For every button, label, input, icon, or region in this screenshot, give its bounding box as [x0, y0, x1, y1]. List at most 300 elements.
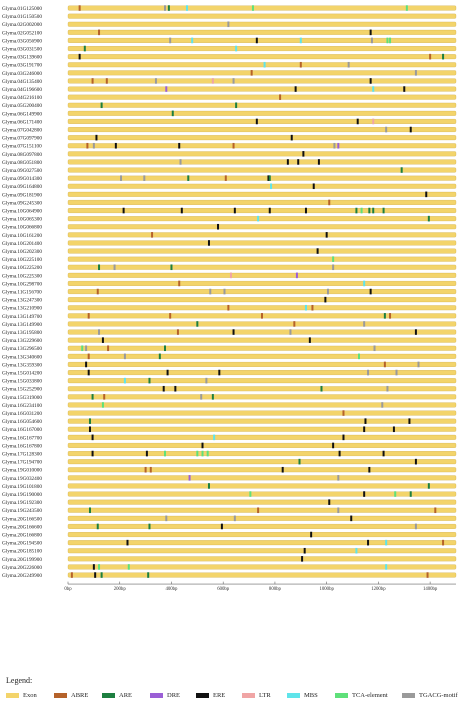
motif-dre — [165, 86, 167, 92]
motif-tgacg — [143, 175, 145, 181]
motif-abre — [177, 329, 179, 335]
motif-ere — [350, 516, 352, 522]
motif-abre — [389, 313, 391, 319]
gene-label: Glyma.03G031500 — [2, 46, 42, 53]
gene-label: Glyma.04G135400 — [2, 78, 42, 85]
motif-mbs — [305, 305, 307, 311]
gene-row — [2, 459, 456, 466]
gene-row — [2, 30, 456, 37]
motif-tgacg — [98, 329, 100, 335]
motif-ere — [328, 499, 330, 505]
motif-tgacg — [396, 370, 398, 376]
motif-tca — [249, 491, 251, 497]
motif-tgacg — [114, 264, 116, 270]
motif-ere — [408, 418, 410, 424]
motif-ere — [79, 54, 81, 60]
motif-ere — [363, 491, 365, 497]
motif-ere — [370, 289, 372, 295]
gene-row — [2, 143, 456, 150]
exon-bar — [68, 135, 456, 140]
legend-swatch-are — [102, 693, 115, 698]
motif-abre — [103, 394, 105, 400]
motif-tca — [406, 5, 408, 11]
motif-are — [410, 491, 412, 497]
motif-abre — [79, 5, 81, 11]
gene-row — [2, 402, 456, 409]
gene-row — [2, 467, 456, 474]
motif-tgacg — [337, 475, 339, 481]
gene-label: Glyma.01G125000 — [2, 5, 42, 12]
exon-bar — [68, 95, 456, 100]
exon-bar — [68, 200, 456, 205]
motif-are — [172, 111, 174, 117]
gene-row — [2, 216, 456, 223]
motif-are — [442, 54, 444, 60]
x-axis — [64, 582, 456, 593]
motif-ere — [146, 451, 148, 457]
gene-label: Glyma.03G139600 — [2, 54, 42, 61]
exon-bar — [68, 330, 456, 335]
motif-ere — [332, 443, 334, 449]
motif-ere — [174, 386, 176, 392]
motif-tgacg — [367, 370, 369, 376]
motif-tgacg — [209, 289, 211, 295]
motif-abre — [427, 572, 429, 578]
gene-row — [2, 256, 456, 263]
motif-ere — [88, 370, 90, 376]
gene-row — [2, 386, 456, 393]
motif-mbs — [270, 183, 272, 189]
gene-row — [2, 86, 456, 93]
exon-bar — [68, 435, 456, 440]
motif-are — [164, 345, 166, 351]
motif-are — [428, 483, 430, 489]
motif-tgacg — [164, 5, 166, 11]
gene-label: Glyma.13G359300 — [2, 362, 42, 369]
gene-row — [2, 21, 456, 28]
exon-bar — [68, 403, 456, 408]
gene-label: Glyma.10G225200 — [2, 265, 42, 272]
motif-tgacg — [363, 321, 365, 327]
gene-label: Glyma.20G249900 — [2, 572, 42, 579]
motif-abre — [442, 540, 444, 546]
exon-bar — [68, 500, 456, 505]
motif-ltr — [212, 78, 214, 84]
legend-title: Legend: — [6, 676, 33, 685]
exon-bar — [68, 532, 456, 537]
gene-label: Glyma.13G149700 — [2, 313, 42, 320]
gene-row — [2, 5, 456, 12]
gene-label: Glyma.10G225100 — [2, 257, 42, 264]
motif-are — [84, 46, 86, 52]
gene-label: Glyma.10G298700 — [2, 281, 42, 288]
gene-row — [2, 232, 456, 239]
exon-bar — [68, 305, 456, 310]
motif-ere — [305, 208, 307, 214]
motif-tca — [102, 402, 104, 408]
exon-bar — [68, 370, 456, 375]
gene-label: Glyma.15G319000 — [2, 394, 42, 401]
motif-tca — [386, 38, 388, 44]
motif-tgacg — [381, 402, 383, 408]
gene-label: Glyma.03G191700 — [2, 62, 42, 69]
motif-mbs — [235, 46, 237, 52]
motif-ltr — [230, 273, 232, 279]
exon-bar — [68, 14, 456, 19]
legend-items — [6, 690, 470, 702]
gene-row — [2, 499, 456, 506]
motif-ere — [218, 370, 220, 376]
legend-label-dre: DRE — [167, 692, 180, 699]
gene-label: Glyma.20G194500 — [2, 540, 42, 547]
exon-bar — [68, 127, 456, 132]
motif-ere — [181, 208, 183, 214]
motif-abre — [225, 175, 227, 181]
gene-row — [2, 378, 456, 385]
exon-bar — [68, 103, 456, 108]
motif-are — [89, 418, 91, 424]
motif-tgacg — [223, 289, 225, 295]
gene-row — [2, 483, 456, 490]
motif-are — [147, 572, 149, 578]
gene-row — [2, 46, 456, 53]
motif-are — [92, 394, 94, 400]
motif-abre — [227, 305, 229, 311]
motif-tgacg — [374, 345, 376, 351]
motif-ere — [410, 127, 412, 133]
motif-ere — [115, 143, 117, 149]
gene-label: Glyma.20G226000 — [2, 564, 42, 571]
motif-tgacg — [386, 386, 388, 392]
axis-tick-label: 1200bp — [371, 587, 386, 593]
motif-abre — [92, 78, 94, 84]
exon-bar — [68, 451, 456, 456]
exon-bar — [68, 362, 456, 367]
gene-row — [2, 175, 456, 182]
motif-ere — [89, 426, 91, 432]
gene-label: Glyma.20G199900 — [2, 556, 42, 563]
motif-ere — [318, 159, 320, 165]
gene-label: Glyma.16G167800 — [2, 443, 42, 450]
motif-ere — [94, 572, 96, 578]
axis-tick-label: 200bp — [113, 587, 126, 593]
exon-bar — [68, 22, 456, 27]
motif-abre — [384, 362, 386, 368]
exon-bar — [68, 38, 456, 43]
motif-ere — [363, 426, 365, 432]
exon-bar — [68, 208, 456, 213]
gene-label: Glyma.19G243500 — [2, 508, 42, 515]
gene-row — [2, 111, 456, 118]
motif-abre — [88, 354, 90, 360]
gene-label: Glyma.09G181900 — [2, 192, 42, 199]
motif-ere — [256, 119, 258, 125]
exon-bar — [68, 257, 456, 262]
motif-mbs — [355, 548, 357, 554]
motif-ere — [339, 451, 341, 457]
motif-are — [101, 102, 103, 108]
exon-bar — [68, 233, 456, 238]
gene-row — [2, 38, 456, 45]
gene-row — [2, 345, 456, 352]
motif-ere — [317, 248, 319, 254]
exon-bar — [68, 540, 456, 545]
motif-abre — [300, 62, 302, 68]
exon-bar — [68, 241, 456, 246]
gene-label: Glyma.19G190000 — [2, 491, 42, 498]
gene-label: Glyma.20G166600 — [2, 524, 42, 531]
motif-are — [320, 386, 322, 392]
motif-mbs — [213, 435, 215, 441]
gene-row — [2, 329, 456, 336]
motif-tgacg — [165, 516, 167, 522]
motif-abre — [178, 281, 180, 287]
gene-label: Glyma.20G166800 — [2, 532, 42, 539]
exon-bar — [68, 419, 456, 424]
exon-bar — [68, 6, 456, 11]
exon-bar — [68, 192, 456, 197]
legend-swatch-dre — [150, 693, 163, 698]
motif-tgacg — [417, 362, 419, 368]
gene-row — [2, 289, 456, 296]
axis-tick-label: 800bp — [268, 587, 281, 593]
motif-ere — [202, 443, 204, 449]
gene-label: Glyma.15G014200 — [2, 370, 42, 377]
motif-ere — [310, 532, 312, 538]
legend-label-ere: ERE — [213, 692, 226, 699]
gene-label: Glyma.19G010000 — [2, 467, 42, 474]
motif-abre — [261, 313, 263, 319]
exon-bar — [68, 273, 456, 278]
motif-abre — [251, 70, 253, 76]
gene-label: Glyma.02G002000 — [2, 22, 42, 29]
motif-ere — [167, 370, 169, 376]
gene-label: Glyma.16G167000 — [2, 427, 42, 434]
motif-abre — [279, 94, 281, 100]
motif-tgacg — [200, 394, 202, 400]
motif-tca — [332, 256, 334, 262]
motif-tgacg — [332, 264, 334, 270]
exon-bar — [68, 557, 456, 562]
motif-tgacg — [337, 507, 339, 513]
motif-mbs — [124, 378, 126, 384]
motif-mbs — [191, 38, 193, 44]
exon-bar — [68, 289, 456, 294]
exon-bar — [68, 524, 456, 529]
motif-are — [401, 167, 403, 173]
axis-tick-label: 400bp — [165, 587, 178, 593]
motif-tgacg — [348, 62, 350, 68]
gene-row — [2, 418, 456, 425]
motif-abre — [71, 572, 73, 578]
gene-row — [2, 354, 456, 361]
motif-tgacg — [227, 21, 229, 27]
gene-label: Glyma.13G296500 — [2, 346, 42, 353]
axis-tick-label: 600bp — [217, 587, 230, 593]
exon-bar — [68, 411, 456, 416]
gene-row — [2, 151, 456, 158]
motif-tca — [207, 451, 209, 457]
gene-row — [2, 556, 456, 563]
motif-ere — [92, 435, 94, 441]
motif-mbs — [257, 216, 259, 222]
exon-bar — [68, 395, 456, 400]
gene-row — [2, 78, 456, 85]
gene-label: Glyma.19G101800 — [2, 483, 42, 490]
motif-mbs — [372, 86, 374, 92]
motif-mbs — [300, 38, 302, 44]
motif-tgacg — [180, 159, 182, 165]
exon-bar — [68, 467, 456, 472]
gene-label: Glyma.20G166500 — [2, 516, 42, 523]
exon-bar — [68, 346, 456, 351]
exon-bar — [68, 119, 456, 124]
motif-tgacg — [93, 143, 95, 149]
motif-abre — [150, 467, 152, 473]
gene-label: Glyma.11G156700 — [2, 289, 42, 296]
gene-row — [2, 167, 456, 174]
gene-label: Glyma.13G149900 — [2, 321, 42, 328]
exon-bar — [68, 338, 456, 343]
motif-mbs — [186, 5, 188, 11]
motif-tca — [358, 354, 360, 360]
gene-row — [2, 532, 456, 539]
motif-are — [148, 378, 150, 384]
gene-row — [2, 572, 456, 579]
motif-dre — [337, 143, 339, 149]
gene-label: Glyma.10G064900 — [2, 208, 42, 215]
gene-label: Glyma.09G014300 — [2, 176, 42, 183]
motif-ere — [304, 548, 306, 554]
motif-are — [187, 175, 189, 181]
gene-row — [2, 70, 456, 77]
legend-swatch-abre — [54, 693, 67, 698]
gene-row — [2, 281, 456, 288]
gene-row — [2, 362, 456, 369]
gene-row — [2, 305, 456, 312]
gene-row — [2, 426, 456, 433]
motif-are — [148, 524, 150, 530]
motif-tca — [98, 564, 100, 570]
motif-tgacg — [120, 175, 122, 181]
gene-row — [2, 224, 456, 231]
gene-row — [2, 548, 456, 555]
gene-label: Glyma.09G164800 — [2, 184, 42, 191]
motif-are — [299, 459, 301, 465]
exon-bar — [68, 168, 456, 173]
motif-ere — [425, 192, 427, 198]
gene-label: Glyma.13G195800 — [2, 329, 42, 336]
motif-tgacg — [385, 127, 387, 133]
motif-abre — [106, 78, 108, 84]
motif-ere — [208, 240, 210, 246]
gene-row — [2, 394, 456, 401]
motif-abre — [342, 410, 344, 416]
gene-label: Glyma.20G185100 — [2, 548, 42, 555]
gene-label: Glyma.03G246000 — [2, 70, 42, 77]
gene-row — [2, 451, 456, 458]
exon-bar — [68, 184, 456, 189]
legend-swatch-ltr — [242, 693, 255, 698]
gene-row — [2, 208, 456, 215]
gene-label: Glyma.15G252900 — [2, 386, 42, 393]
exon-bar — [68, 152, 456, 157]
motif-tca — [128, 564, 130, 570]
gene-label: Glyma.16G054600 — [2, 419, 42, 426]
gene-label: Glyma.17G194700 — [2, 459, 42, 466]
motif-tgacg — [124, 354, 126, 360]
legend-label-tgacg-motif: TGACG-motif — [419, 692, 458, 699]
exon-bar — [68, 281, 456, 286]
gene-row — [2, 507, 456, 514]
gene-label: Glyma.04G196600 — [2, 86, 42, 93]
exon-bar — [68, 46, 456, 51]
motif-abre — [328, 200, 330, 206]
axis-tick-label: 0bp — [64, 587, 72, 593]
motif-ere — [92, 451, 94, 457]
legend-label-tca-element: TCA-element — [352, 692, 388, 699]
exon-bar — [68, 484, 456, 489]
motif-tgacg — [233, 78, 235, 84]
gene-label: Glyma.02G052100 — [2, 30, 42, 37]
motif-are — [97, 524, 99, 530]
motif-ere — [297, 159, 299, 165]
motif-ere — [102, 337, 104, 343]
motif-ere — [364, 418, 366, 424]
exon-bar — [68, 378, 456, 383]
motif-are — [196, 321, 198, 327]
motif-are — [235, 102, 237, 108]
motif-abre — [293, 321, 295, 327]
gene-label: Glyma.10G066800 — [2, 224, 42, 231]
motif-ere — [123, 208, 125, 214]
motif-ere — [163, 386, 165, 392]
gene-label: Glyma.13G210900 — [2, 305, 42, 312]
gene-label: Glyma.05G200400 — [2, 103, 42, 110]
gene-row — [2, 491, 456, 498]
exon-bar — [68, 224, 456, 229]
exon-bar — [68, 265, 456, 270]
motif-tgacg — [333, 143, 335, 149]
gene-row — [2, 119, 456, 126]
gene-row — [2, 94, 456, 101]
motif-ere — [313, 183, 315, 189]
exon-bar — [68, 459, 456, 464]
motif-abre — [107, 345, 109, 351]
exon-bar — [68, 508, 456, 513]
motif-ere — [217, 224, 219, 230]
exon-bar — [68, 322, 456, 327]
exon-bar — [68, 249, 456, 254]
exon-bar — [68, 386, 456, 391]
exon-bar — [68, 71, 456, 76]
motif-ere — [415, 459, 417, 465]
gene-row — [2, 62, 456, 69]
motif-ere — [324, 297, 326, 303]
motif-tgacg — [155, 78, 157, 84]
motif-abre — [86, 143, 88, 149]
motif-tca — [164, 451, 166, 457]
gene-row — [2, 475, 456, 482]
motif-tgacg — [415, 70, 417, 76]
legend-label-ltr: LTR — [259, 692, 271, 699]
motif-tgacg — [234, 516, 236, 522]
legend-label-mbs: MBS — [304, 692, 318, 699]
motif-ere — [221, 524, 223, 530]
motif-tgacg — [169, 38, 171, 44]
gene-label: Glyma.04G216100 — [2, 95, 42, 102]
motif-abre — [169, 313, 171, 319]
